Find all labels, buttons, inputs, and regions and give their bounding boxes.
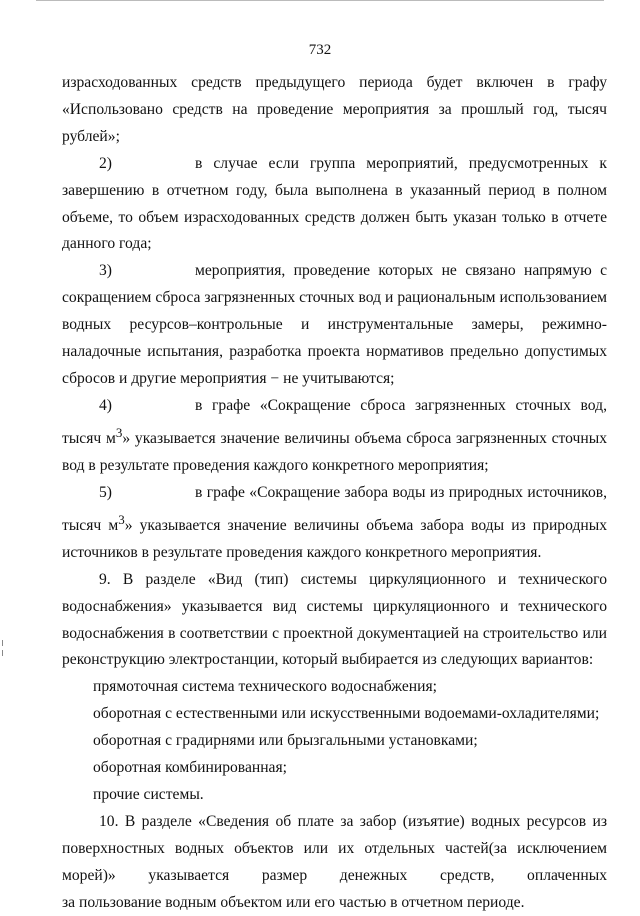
list-item-4 bbox=[62, 393, 607, 480]
section-10: 10. В разделе «Сведения об плате за забор (изъятие) водных ресурсов из поверхностных водных объектов или их отдельных частей(за исключением морей)» указывается размер денежных средств, оплаченных bbox=[62, 812, 607, 884]
item-number: 5) bbox=[99, 483, 112, 501]
superscript: 3 bbox=[115, 424, 123, 440]
option-item: оборотная с градирнями или брызгальными установками; bbox=[93, 732, 478, 750]
page-number: 732 bbox=[308, 42, 332, 58]
paragraph-continuation: израсходованных средств предыдущего периода будет включен в графу «Использовано средств на проведение мероприятия за прошлый год, тысяч рублей»; bbox=[62, 74, 607, 145]
item-text: в графе «Сокращение забора воды из природных источников, тысяч м bbox=[62, 483, 607, 534]
section-10-end: за пользование водным объектом или его частью в отчетном периоде. bbox=[62, 893, 525, 911]
item-text: в случае если группа мероприятий, предусмотренных к завершению в отчетном году, была выполнена в указанный период в полном объеме, то объем израсходованных средств должен быть указан только в отчете данного года; bbox=[62, 154, 607, 253]
option-item: оборотная с естественными или искусственными водоемами-охладителями; bbox=[93, 705, 600, 723]
scan-edge-mark bbox=[2, 640, 3, 646]
body-text bbox=[62, 70, 607, 916]
option-item: прямоточная система технического водоснабжения; bbox=[93, 678, 437, 696]
item-number: 3) bbox=[99, 262, 112, 280]
item-text: в графе «Сокращение сброса загрязненных сточных вод, тысяч м bbox=[62, 396, 607, 447]
list-item-2 bbox=[62, 151, 607, 259]
section-9: 9. В разделе «Вид (тип) системы циркуляционного и технического водоснабжения» указывается вид системы циркуляционного и технического водоснабжения в соответствии с проектной документацией на строительство или реконструкцию электростанции, который выбирается из следующих вариантов: bbox=[62, 570, 607, 669]
scan-edge-mark bbox=[2, 650, 3, 656]
item-number: 2) bbox=[99, 154, 112, 172]
superscript: 3 bbox=[118, 511, 125, 527]
option-item: прочие системы. bbox=[93, 785, 204, 803]
list-item-5 bbox=[62, 480, 607, 567]
scan-top-edge bbox=[36, 0, 604, 1]
item-text: » указывается значение величины объема сброса загрязненных сточных вод в результате проведения каждого конкретного мероприятия; bbox=[62, 429, 607, 474]
item-text: » указывается значение величины объема забора воды из природных источников в результате проведения каждого конкретного мероприятия. bbox=[62, 516, 607, 561]
option-item: оборотная комбинированная; bbox=[93, 759, 287, 777]
item-number: 4) bbox=[99, 396, 112, 414]
item-text: мероприятия, проведение которых не связано напрямую с сокращением сброса загрязненных сточных вод и рациональным использованием водных ресурсов–контрольные и инструментальные замеры, режимно-наладочные испытания, разработка проекта нормативов предельно допустимых сбросов и другие мероприятия − не учитываются; bbox=[62, 262, 607, 387]
list-item-3 bbox=[62, 258, 607, 393]
